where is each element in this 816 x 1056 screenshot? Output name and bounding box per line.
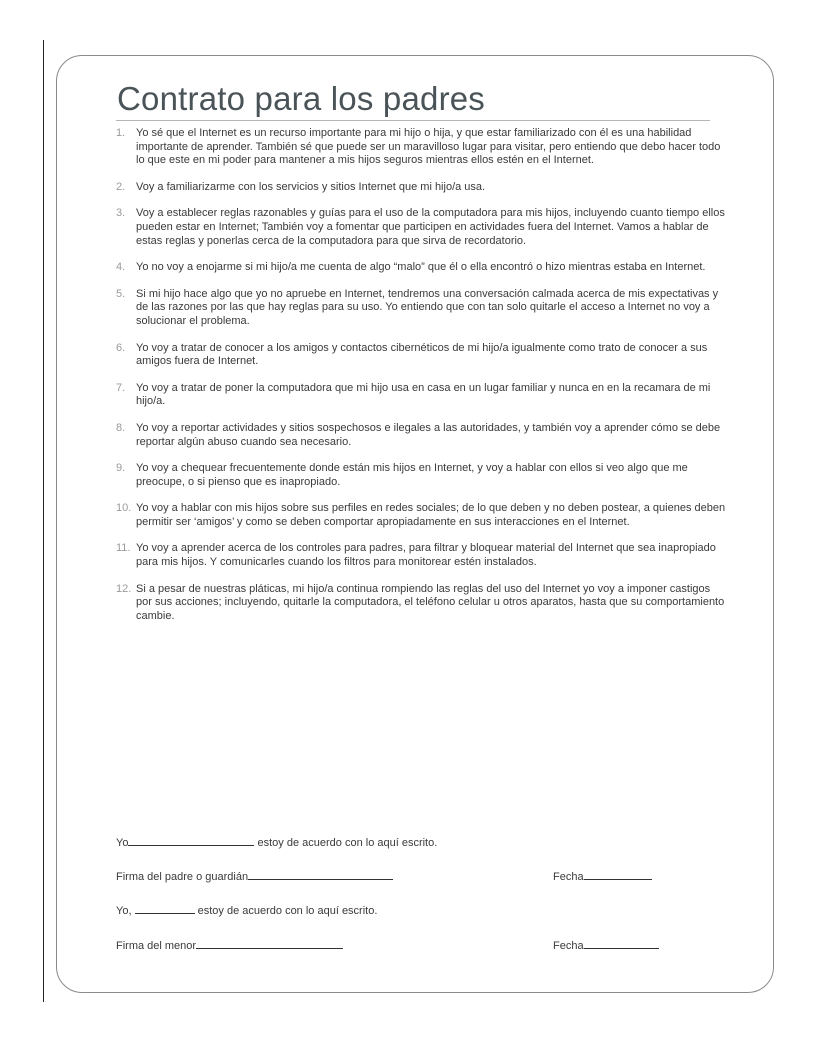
title-divider	[116, 120, 710, 121]
item-number: 10.	[116, 502, 132, 515]
minor-signature-field[interactable]	[196, 947, 343, 949]
item-text: Yo voy a tratar de poner la computadora que mi hijo usa en casa en un lugar familiar y nunca en en la recamara de mi hijo/a.	[136, 381, 711, 408]
item-number: 8.	[116, 421, 126, 434]
item-text: Voy a familiarizarme con los servicios y sitios Internet que mi hijo/a usa.	[136, 180, 486, 193]
list-item	[116, 462, 728, 489]
list-item	[116, 261, 728, 275]
parent-date-line	[553, 871, 652, 883]
parent-date-label: Fecha	[553, 871, 584, 883]
parent-name-field[interactable]	[128, 844, 254, 846]
item-text: Yo voy a reportar actividades y sitios sospechosos e ilegales a las autoridades, y también voy a aprender cómo se debe reportar algún abuso cuando sea necesario.	[136, 421, 721, 448]
page-margin-line	[43, 40, 44, 1002]
item-text: Yo no voy a enojarme si mi hijo/a me cuenta de algo “malo” que él o ella encontró o hizo mientras estaba en Internet.	[136, 261, 706, 274]
list-item	[116, 583, 728, 624]
list-item	[116, 181, 728, 195]
minor-agree-prefix: Yo,	[116, 905, 135, 917]
parent-agree-suffix: estoy de acuerdo con lo aquí escrito.	[254, 837, 438, 849]
parent-signature-label: Firma del padre o guardián	[116, 871, 249, 883]
minor-signature-line	[116, 940, 343, 952]
item-number: 4.	[116, 261, 126, 274]
minor-agreement-line	[116, 905, 377, 917]
item-number: 7.	[116, 381, 126, 394]
minor-agree-suffix: estoy de acuerdo con lo aquí escrito.	[194, 905, 378, 917]
item-number: 9.	[116, 462, 126, 475]
minor-name-field[interactable]	[135, 912, 195, 914]
item-number: 2.	[116, 180, 126, 193]
item-number: 12.	[116, 582, 132, 595]
item-text: Yo voy a chequear frecuentemente donde están mis hijos en Internet, y voy a hablar con ellos si veo algo que me preocupe, o si pienso que es inapropiado.	[136, 462, 688, 488]
page-title: Contrato para los padres	[117, 80, 486, 117]
item-text: Yo voy a tratar de conocer a los amigos y contactos cibernéticos de mi hijo/a igualmente como trato de conocer a sus amigos fuera de Internet.	[136, 341, 708, 368]
contract-list	[116, 127, 728, 623]
item-number: 11.	[116, 542, 131, 555]
minor-date-label: Fecha	[553, 940, 584, 952]
item-number: 5.	[116, 287, 126, 300]
minor-signature-label: Firma del menor	[116, 940, 197, 952]
item-text: Si mi hijo hace algo que yo no apruebe en Internet, tendremos una conversación calmada acerca de mis expectativas y de las razones por las que hay reglas para su uso. Yo entiendo que con tan solo quitarle el acceso a Internet no voy a solucionar el problema.	[136, 287, 719, 327]
list-item	[116, 342, 728, 369]
minor-date-field[interactable]	[584, 947, 659, 949]
list-item	[116, 382, 728, 409]
parent-agree-prefix: Yo	[116, 837, 129, 849]
item-number: 1.	[116, 127, 126, 139]
list-item	[116, 207, 728, 248]
item-number: 3.	[116, 207, 126, 220]
parent-date-field[interactable]	[584, 878, 652, 880]
parent-signature-field[interactable]	[248, 878, 393, 880]
item-text: Si a pesar de nuestras pláticas, mi hijo/a continua rompiendo las reglas del uso del Internet yo voy a imponer castigos por sus acciones; incluyendo, quitarle la computadora, el teléfono celular u otros aparatos, hasta que su comportamiento cambie.	[136, 582, 725, 622]
list-item	[116, 288, 728, 329]
list-item	[116, 502, 728, 529]
item-number: 6.	[116, 341, 126, 354]
item-text: Voy a establecer reglas razonables y guías para el uso de la computadora para mis hijos, incluyendo cuanto tiempo ellos pueden estar en Internet; También voy a fomentar que participen en actividades fuera del Internet. Vamos a hablar de estas reglas y ponerlas cerca de la computadora para que sirva de recordatorio.	[136, 207, 725, 247]
list-item	[116, 542, 728, 569]
parent-agreement-line	[116, 837, 437, 849]
list-item	[116, 127, 728, 168]
item-text: Yo sé que el Internet es un recurso importante para mi hijo o hija, y que estar familiarizado con él es una habilidad importante de aprender. También sé que puede ser un maravilloso lugar para visitar, pero entiendo que debo hacer todo lo que este en mi poder para mantener a mis hijos seguros mientras ellos estén en el Internet.	[136, 127, 721, 167]
list-item	[116, 422, 728, 449]
item-text: Yo voy a aprender acerca de los controles para padres, para filtrar y bloquear material del Internet que sea inapropiado para mis hijos. Y comunicarles cuando los filtros para monitorear estén instalados.	[136, 542, 716, 569]
item-text: Yo voy a hablar con mis hijos sobre sus perfiles en redes sociales; de lo que deben y no deben postear, a quienes deben permitir ser ‘amigos’ y como se deben comportar apropiadamente en sus interacciones en el Internet.	[136, 502, 726, 528]
parent-signature-line	[116, 871, 393, 883]
minor-date-line	[553, 940, 659, 952]
